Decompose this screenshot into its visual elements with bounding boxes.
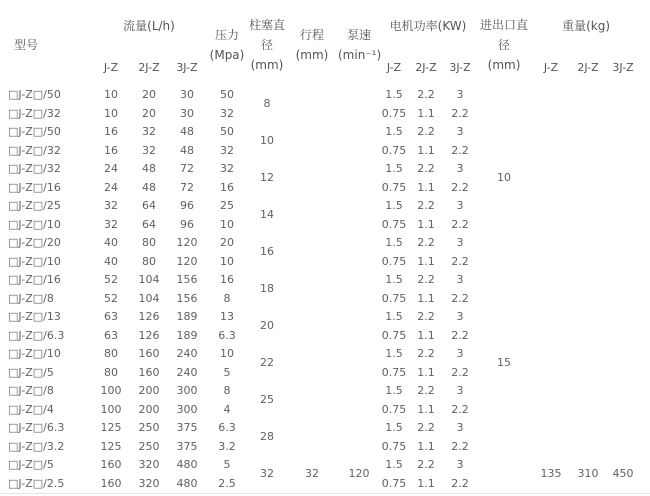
flow-cell-2: 48 [180, 125, 194, 138]
subheader-flow-2jz: 2J-Z [138, 60, 160, 74]
table-row [0, 456, 650, 475]
model-cell: □J-Z□/32 [8, 143, 61, 157]
flow-cell-2: 240 [176, 365, 198, 379]
model-cell: □J-Z□/6.3 [8, 421, 65, 434]
subheader-weight-2jz: 2J-Z [577, 60, 599, 74]
inlet-label-line3: (mm) [487, 58, 521, 72]
power-cell-1: 1.1 [417, 143, 435, 157]
power-cell-2: 3 [456, 236, 464, 249]
pressure-cell: 10 [220, 217, 234, 231]
power-cell-1: 1.1 [417, 106, 435, 120]
flow-cell-1: 64 [142, 199, 156, 212]
power-cell-1: 2.2 [417, 273, 435, 286]
flow-cell-0: 24 [104, 162, 118, 175]
power-cell-1: 2.2 [417, 199, 435, 212]
power-cell-2: 2.2 [451, 180, 469, 194]
power-cell-0: 0.75 [381, 439, 407, 453]
flow-cell-1: 160 [138, 347, 160, 360]
power-cell-2: 3 [456, 199, 464, 212]
flow-cell-0: 32 [104, 217, 118, 231]
weight-cell-empty-2 [606, 86, 640, 456]
model-cell: □J-Z□/3.2 [8, 439, 65, 453]
power-cell-0: 1.5 [385, 458, 403, 471]
flow-cell-0: 100 [100, 384, 122, 397]
flow-cell-0: 100 [100, 402, 122, 416]
flow-cell-2: 300 [176, 384, 198, 397]
power-cell-0: 0.75 [381, 291, 407, 305]
table-header [0, 4, 650, 86]
power-cell-2: 3 [456, 310, 464, 323]
inlet-outlet-cell [476, 456, 532, 494]
power-cell-0: 1.5 [385, 88, 403, 101]
flow-cell-2: 48 [180, 143, 194, 157]
stroke-cell: 32 [305, 467, 319, 481]
pressure-cell: 50 [220, 125, 234, 138]
pressure-cell: 4 [223, 402, 231, 416]
table-row [0, 86, 650, 105]
header-filler [640, 4, 650, 86]
flow-cell-2: 240 [176, 347, 198, 360]
flow-cell-2: 72 [180, 162, 194, 175]
power-cell-1: 2.2 [417, 236, 435, 249]
power-cell-0: 0.75 [381, 143, 407, 157]
plunger-diameter-cell: 18 [260, 282, 274, 296]
power-cell-2: 2.2 [451, 328, 469, 342]
flow-cell-0: 160 [100, 476, 122, 490]
power-cell-1: 1.1 [417, 476, 435, 490]
speed-label-line1: 泵速 [346, 28, 371, 42]
flow-cell-2: 156 [176, 291, 198, 305]
plunger-label-line2: (mm) [250, 58, 284, 72]
power-cell-1: 2.2 [417, 421, 435, 434]
power-cell-2: 3 [456, 347, 464, 360]
stroke-label-line2: (mm) [295, 48, 329, 62]
flow-cell-2: 480 [176, 458, 198, 471]
model-cell: □J-Z□/13 [8, 310, 61, 323]
flow-cell-2: 300 [176, 402, 198, 416]
flow-cell-0: 32 [104, 199, 118, 212]
weight-cell-empty-1 [570, 86, 606, 456]
column-group-motor-power: 电机功率(KW) [389, 18, 467, 33]
flow-cell-1: 320 [138, 458, 160, 471]
power-cell-0: 1.5 [385, 421, 403, 434]
power-cell-2: 2.2 [451, 476, 469, 490]
power-cell-0: 1.5 [385, 310, 403, 323]
power-cell-1: 1.1 [417, 217, 435, 231]
subheader-flow-3jz: 3J-Z [176, 60, 198, 74]
power-cell-0: 1.5 [385, 236, 403, 249]
power-cell-0: 1.5 [385, 162, 403, 175]
subheader-weight-3jz: 3J-Z [612, 60, 634, 74]
flow-cell-2: 72 [180, 180, 194, 194]
flow-cell-2: 156 [176, 273, 198, 286]
pressure-cell: 16 [220, 180, 234, 194]
flow-cell-1: 80 [142, 254, 156, 268]
model-cell: □J-Z□/10 [8, 347, 61, 360]
power-cell-1: 2.2 [417, 347, 435, 360]
column-header-pressure [206, 4, 248, 86]
column-header-plunger-diameter [248, 4, 286, 86]
pressure-cell: 10 [220, 347, 234, 360]
plunger-diameter-cell: 14 [260, 208, 274, 222]
subheader-power-3jz: 3J-Z [449, 60, 471, 74]
power-cell-2: 2.2 [451, 439, 469, 453]
power-cell-0: 0.75 [381, 254, 407, 268]
power-cell-1: 1.1 [417, 328, 435, 342]
subheader-flow-jz: J-Z [103, 60, 119, 74]
power-cell-0: 1.5 [385, 199, 403, 212]
pressure-cell: 13 [220, 310, 234, 323]
flow-cell-1: 104 [138, 291, 160, 305]
flow-cell-0: 160 [100, 458, 122, 471]
flow-cell-0: 16 [104, 125, 118, 138]
pressure-cell: 25 [220, 199, 234, 212]
flow-cell-0: 40 [104, 254, 118, 268]
power-cell-0: 1.5 [385, 273, 403, 286]
flow-cell-2: 30 [180, 88, 194, 101]
power-cell-0: 0.75 [381, 476, 407, 490]
power-cell-2: 2.2 [451, 402, 469, 416]
flow-cell-1: 32 [142, 143, 156, 157]
power-cell-1: 2.2 [417, 310, 435, 323]
pressure-cell: 6.3 [218, 421, 236, 434]
flow-cell-0: 63 [104, 310, 118, 323]
flow-cell-0: 10 [104, 88, 118, 101]
flow-cell-2: 189 [176, 328, 198, 342]
inlet-label-line1: 进出口直 [480, 18, 529, 32]
power-cell-2: 3 [456, 125, 464, 138]
model-cell: □J-Z□/2.5 [8, 476, 65, 490]
flow-cell-0: 40 [104, 236, 118, 249]
power-cell-1: 2.2 [417, 88, 435, 101]
pressure-cell: 5 [223, 365, 231, 379]
flow-cell-2: 189 [176, 310, 198, 323]
flow-cell-2: 120 [176, 236, 198, 249]
flow-cell-1: 126 [138, 328, 160, 342]
inlet-outlet-cell: 10 [497, 171, 512, 185]
plunger-diameter-cell: 25 [260, 393, 274, 407]
power-cell-0: 1.5 [385, 347, 403, 360]
pressure-cell: 8 [223, 384, 231, 397]
flow-cell-1: 126 [138, 310, 160, 323]
model-cell: □J-Z□/50 [8, 88, 61, 101]
power-cell-1: 2.2 [417, 384, 435, 397]
flow-cell-1: 80 [142, 236, 156, 249]
weight-cell-0: 135 [540, 467, 562, 481]
model-cell: □J-Z□/5 [8, 458, 54, 471]
flow-cell-1: 20 [142, 88, 156, 101]
weight-cell-2: 450 [612, 467, 634, 481]
plunger-diameter-cell: 20 [260, 319, 274, 333]
power-cell-0: 0.75 [381, 217, 407, 231]
power-cell-2: 3 [456, 88, 464, 101]
power-cell-1: 1.1 [417, 291, 435, 305]
pressure-cell: 16 [220, 273, 234, 286]
speed-cell-empty [338, 86, 380, 456]
pressure-cell: 6.3 [218, 328, 236, 342]
flow-cell-1: 250 [138, 421, 160, 434]
model-cell: □J-Z□/16 [8, 180, 61, 194]
plunger-diameter-cell: 12 [260, 171, 274, 185]
model-cell: □J-Z□/20 [8, 236, 61, 249]
power-cell-2: 3 [456, 162, 464, 175]
model-cell: □J-Z□/25 [8, 199, 61, 212]
filler-cell [640, 86, 650, 494]
speed-label-line2: (min⁻¹) [338, 48, 382, 62]
power-cell-1: 1.1 [417, 254, 435, 268]
flow-cell-1: 160 [138, 365, 160, 379]
header-group-row [0, 4, 650, 48]
column-group-flow: 流量(L/h) [123, 18, 175, 33]
pressure-cell: 20 [220, 236, 234, 249]
power-cell-1: 2.2 [417, 458, 435, 471]
flow-cell-0: 16 [104, 143, 118, 157]
model-cell: □J-Z□/6.3 [8, 328, 65, 342]
flow-cell-0: 80 [104, 347, 118, 360]
power-cell-1: 1.1 [417, 402, 435, 416]
power-cell-2: 2.2 [451, 291, 469, 305]
column-header-inlet-outlet-diameter [476, 4, 532, 86]
inlet-label-line2: 径 [498, 38, 511, 52]
flow-cell-0: 125 [100, 439, 122, 453]
model-cell: □J-Z□/8 [8, 384, 54, 397]
flow-cell-1: 48 [142, 180, 156, 194]
flow-cell-2: 30 [180, 106, 194, 120]
column-header-stroke [286, 4, 338, 86]
pressure-cell: 10 [220, 254, 234, 268]
power-cell-2: 2.2 [451, 254, 469, 268]
weight-cell-empty-0 [532, 86, 570, 456]
flow-cell-2: 480 [176, 476, 198, 490]
model-cell: □J-Z□/32 [8, 106, 61, 120]
column-group-weight: 重量(kg) [562, 18, 611, 33]
stroke-cell-empty [286, 86, 338, 456]
column-header-model: 型号 [14, 37, 39, 52]
power-cell-2: 2.2 [451, 143, 469, 157]
plunger-diameter-cell: 16 [260, 245, 274, 259]
pump-spec-table [0, 4, 650, 494]
column-header-pump-speed [338, 4, 380, 86]
subheader-weight-jz: J-Z [543, 60, 559, 74]
power-cell-2: 3 [456, 273, 464, 286]
model-cell: □J-Z□/4 [8, 402, 54, 416]
flow-cell-0: 80 [104, 365, 118, 379]
pressure-cell: 5 [223, 458, 231, 471]
plunger-label-line1: 柱塞直径 [248, 18, 285, 52]
power-cell-2: 3 [456, 458, 464, 471]
power-cell-1: 1.1 [417, 365, 435, 379]
pressure-cell: 2.5 [218, 476, 236, 490]
model-cell: □J-Z□/8 [8, 291, 54, 305]
flow-cell-0: 63 [104, 328, 118, 342]
flow-cell-2: 375 [176, 439, 198, 453]
model-cell: □J-Z□/10 [8, 254, 61, 268]
power-cell-0: 0.75 [381, 365, 407, 379]
flow-cell-2: 96 [180, 199, 194, 212]
power-cell-0: 0.75 [381, 180, 407, 194]
plunger-diameter-cell: 32 [260, 467, 274, 481]
flow-cell-1: 200 [138, 384, 160, 397]
plunger-diameter-cell: 10 [260, 134, 274, 148]
power-cell-2: 2.2 [451, 365, 469, 379]
model-cell: □J-Z□/16 [8, 273, 61, 286]
flow-cell-0: 52 [104, 273, 118, 286]
power-cell-0: 0.75 [381, 328, 407, 342]
flow-cell-0: 24 [104, 180, 118, 194]
model-cell: □J-Z□/32 [8, 162, 61, 175]
power-cell-0: 1.5 [385, 384, 403, 397]
plunger-diameter-cell: 28 [260, 430, 274, 444]
power-cell-0: 0.75 [381, 106, 407, 120]
flow-cell-1: 104 [138, 273, 160, 286]
weight-cell-1: 310 [577, 467, 599, 481]
flow-cell-1: 48 [142, 162, 156, 175]
pressure-cell: 3.2 [218, 439, 236, 453]
flow-cell-1: 200 [138, 402, 160, 416]
power-cell-1: 2.2 [417, 162, 435, 175]
flow-cell-1: 20 [142, 106, 156, 120]
plunger-diameter-cell: 22 [260, 356, 274, 370]
model-cell: □J-Z□/10 [8, 217, 61, 231]
plunger-diameter-cell: 8 [263, 97, 271, 111]
subheader-power-jz: J-Z [386, 60, 402, 74]
power-cell-2: 2.2 [451, 106, 469, 120]
power-cell-0: 0.75 [381, 402, 407, 416]
flow-cell-1: 32 [142, 125, 156, 138]
subheader-power-2jz: 2J-Z [415, 60, 437, 74]
model-cell: □J-Z□/5 [8, 365, 54, 379]
power-cell-2: 3 [456, 421, 464, 434]
pressure-cell: 32 [220, 162, 234, 175]
inlet-outlet-cell: 15 [497, 356, 512, 370]
pressure-label-line2: (Mpa) [209, 48, 245, 62]
flow-cell-0: 10 [104, 106, 118, 120]
pressure-label-line1: 压力 [214, 28, 239, 42]
pressure-cell: 50 [220, 88, 234, 101]
flow-cell-2: 375 [176, 421, 198, 434]
pump-speed-cell: 120 [348, 467, 370, 481]
flow-cell-2: 120 [176, 254, 198, 268]
pressure-cell: 32 [220, 106, 234, 120]
flow-cell-1: 320 [138, 476, 160, 490]
table-body [0, 86, 650, 494]
flow-cell-0: 125 [100, 421, 122, 434]
power-cell-2: 3 [456, 384, 464, 397]
stroke-label-line1: 行程 [299, 28, 324, 42]
flow-cell-2: 96 [180, 217, 194, 231]
flow-cell-0: 52 [104, 291, 118, 305]
power-cell-1: 1.1 [417, 439, 435, 453]
pressure-cell: 8 [223, 291, 231, 305]
model-cell: □J-Z□/50 [8, 125, 61, 138]
power-cell-1: 2.2 [417, 125, 435, 138]
power-cell-2: 2.2 [451, 217, 469, 231]
flow-cell-1: 250 [138, 439, 160, 453]
flow-cell-1: 64 [142, 217, 156, 231]
pressure-cell: 32 [220, 143, 234, 157]
power-cell-1: 1.1 [417, 180, 435, 194]
power-cell-0: 1.5 [385, 125, 403, 138]
